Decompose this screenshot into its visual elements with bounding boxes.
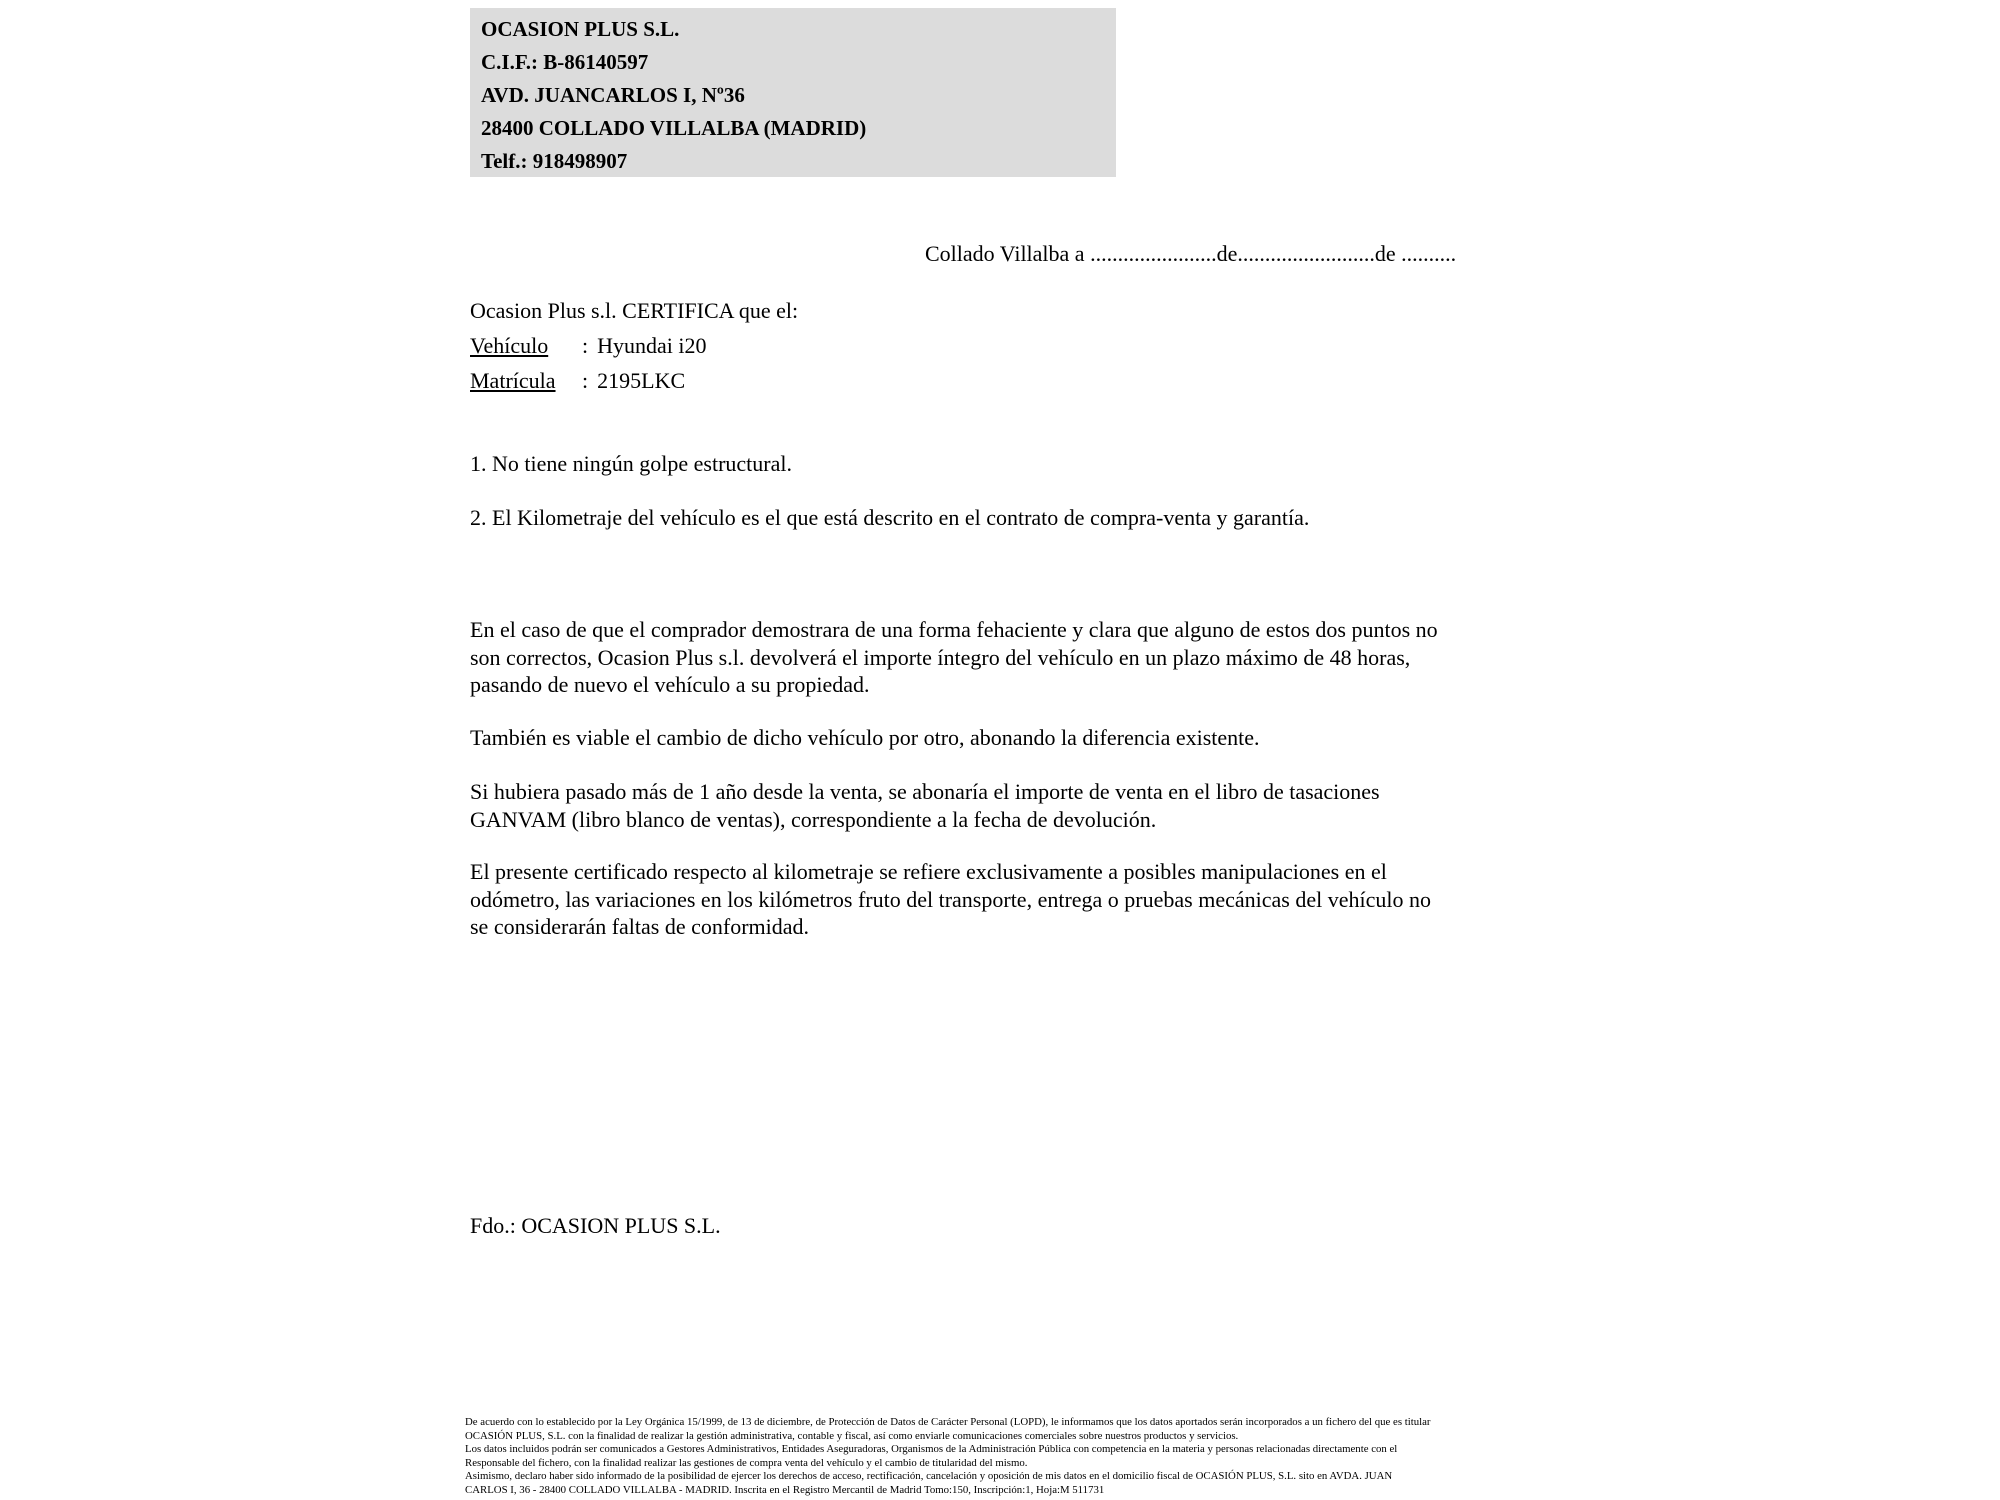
paragraph-line: pasando de nuevo el vehículo a su propiedad. xyxy=(470,672,870,697)
body-paragraph-odometer xyxy=(470,858,1431,941)
paragraph-line: El presente certificado respecto al kilometraje se refiere exclusivamente a posibles manipulaciones en el xyxy=(470,859,1387,884)
plate-field xyxy=(470,363,798,398)
signature-line: Fdo.: OCASION PLUS S.L. xyxy=(470,1213,721,1238)
body-paragraph-ganvam xyxy=(470,778,1380,833)
numbered-point-1: 1. No tiene ningún golpe estructural. xyxy=(470,451,792,476)
legal-footer-line: OCASIÓN PLUS, S.L. con la finalidad de realizar la gestión administrativa, contable y fiscal, así como enviarle comunicaciones comerciales sobre nuestros productos y servicios. xyxy=(465,1429,1239,1442)
paragraph-line: En el caso de que el comprador demostrara de una forma fehaciente y clara que alguno de estos dos puntos no xyxy=(470,617,1438,642)
certification-block xyxy=(470,293,798,398)
vehicle-label: Vehículo xyxy=(470,333,549,358)
vehicle-separator: : xyxy=(582,333,589,358)
numbered-point-2: 2. El Kilometraje del vehículo es el que está descrito en el contrato de compra-venta y garantía. xyxy=(470,505,1310,530)
legal-footer-line: Los datos incluidos podrán ser comunicados a Gestores Administrativos, Entidades Aseguradoras, Organismos de la Administración Pública con competencia en la materia y personas relacionadas directamente con el xyxy=(465,1443,1398,1456)
company-header-box xyxy=(470,8,1116,177)
legal-footer-line: CARLOS I, 36 - 28400 COLLADO VILLALBA - MADRID. Inscrita en el Registro Mercantil de Madrid Tomo:150, Inscripción:1, Hoja:M 511731 xyxy=(465,1483,1105,1496)
paragraph-line: También es viable el cambio de dicho vehículo por otro, abonando la diferencia existente. xyxy=(470,725,1260,750)
date-fill-in-line: Collado Villalba a .......................de.........................de .......... xyxy=(925,241,1457,266)
company-city: 28400 COLLADO VILLALBA (MADRID) xyxy=(481,116,867,140)
vehicle-value: Hyundai i20 xyxy=(597,333,707,358)
paragraph-line: son correctos, Ocasion Plus s.l. devolverá el importe íntegro del vehículo en un plazo máximo de 48 horas, xyxy=(470,644,1411,670)
plate-value: 2195LKC xyxy=(597,368,686,393)
vehicle-label-wrap xyxy=(470,328,582,363)
legal-footer-line: De acuerdo con lo establecido por la Ley Orgánica 15/1999, de 13 de diciembre, de Protección de Datos de Carácter Personal (LOPD), le informamos que los datos aportados serán incorporados a un fichero del que es titular xyxy=(465,1416,1431,1428)
company-name: OCASION PLUS S.L. xyxy=(481,17,680,41)
paragraph-line: odómetro, las variaciones en los kilómetros fruto del transporte, entrega o pruebas mecánicas del vehículo no xyxy=(470,886,1431,912)
body-paragraph-refund xyxy=(470,616,1438,699)
paragraph-line: se considerarán faltas de conformidad. xyxy=(470,914,810,939)
company-phone: Telf.: 918498907 xyxy=(481,149,628,173)
legal-footer-line: Responsable del fichero, con la finalidad realizar las gestiones de compra venta del vehículo y el cambio de titularidad del mismo. xyxy=(465,1456,1028,1469)
body-paragraph-exchange xyxy=(470,724,1260,752)
vehicle-field xyxy=(470,328,798,363)
plate-separator: : xyxy=(582,368,589,393)
certification-intro: Ocasion Plus s.l. CERTIFICA que el: xyxy=(470,298,799,323)
legal-footer xyxy=(465,1416,1431,1498)
plate-label-wrap xyxy=(470,363,582,398)
paragraph-line: GANVAM (libro blanco de ventas), correspondiente a la fecha de devolución. xyxy=(470,806,1157,832)
company-address: AVD. JUANCARLOS I, Nº36 xyxy=(481,83,745,107)
legal-footer-line: Asimismo, declaro haber sido informado de la posibilidad de ejercer los derechos de acceso, rectificación, cancelación y oposición de mis datos en el domicilio fiscal de OCASIÓN PLUS, S.L. sito en AVDA. JUAN xyxy=(465,1470,1393,1483)
paragraph-line: Si hubiera pasado más de 1 año desde la venta, se abonaría el importe de venta en el libro de tasaciones xyxy=(470,779,1380,804)
company-cif: C.I.F.: B-86140597 xyxy=(481,50,649,74)
plate-label: Matrícula xyxy=(470,368,556,393)
